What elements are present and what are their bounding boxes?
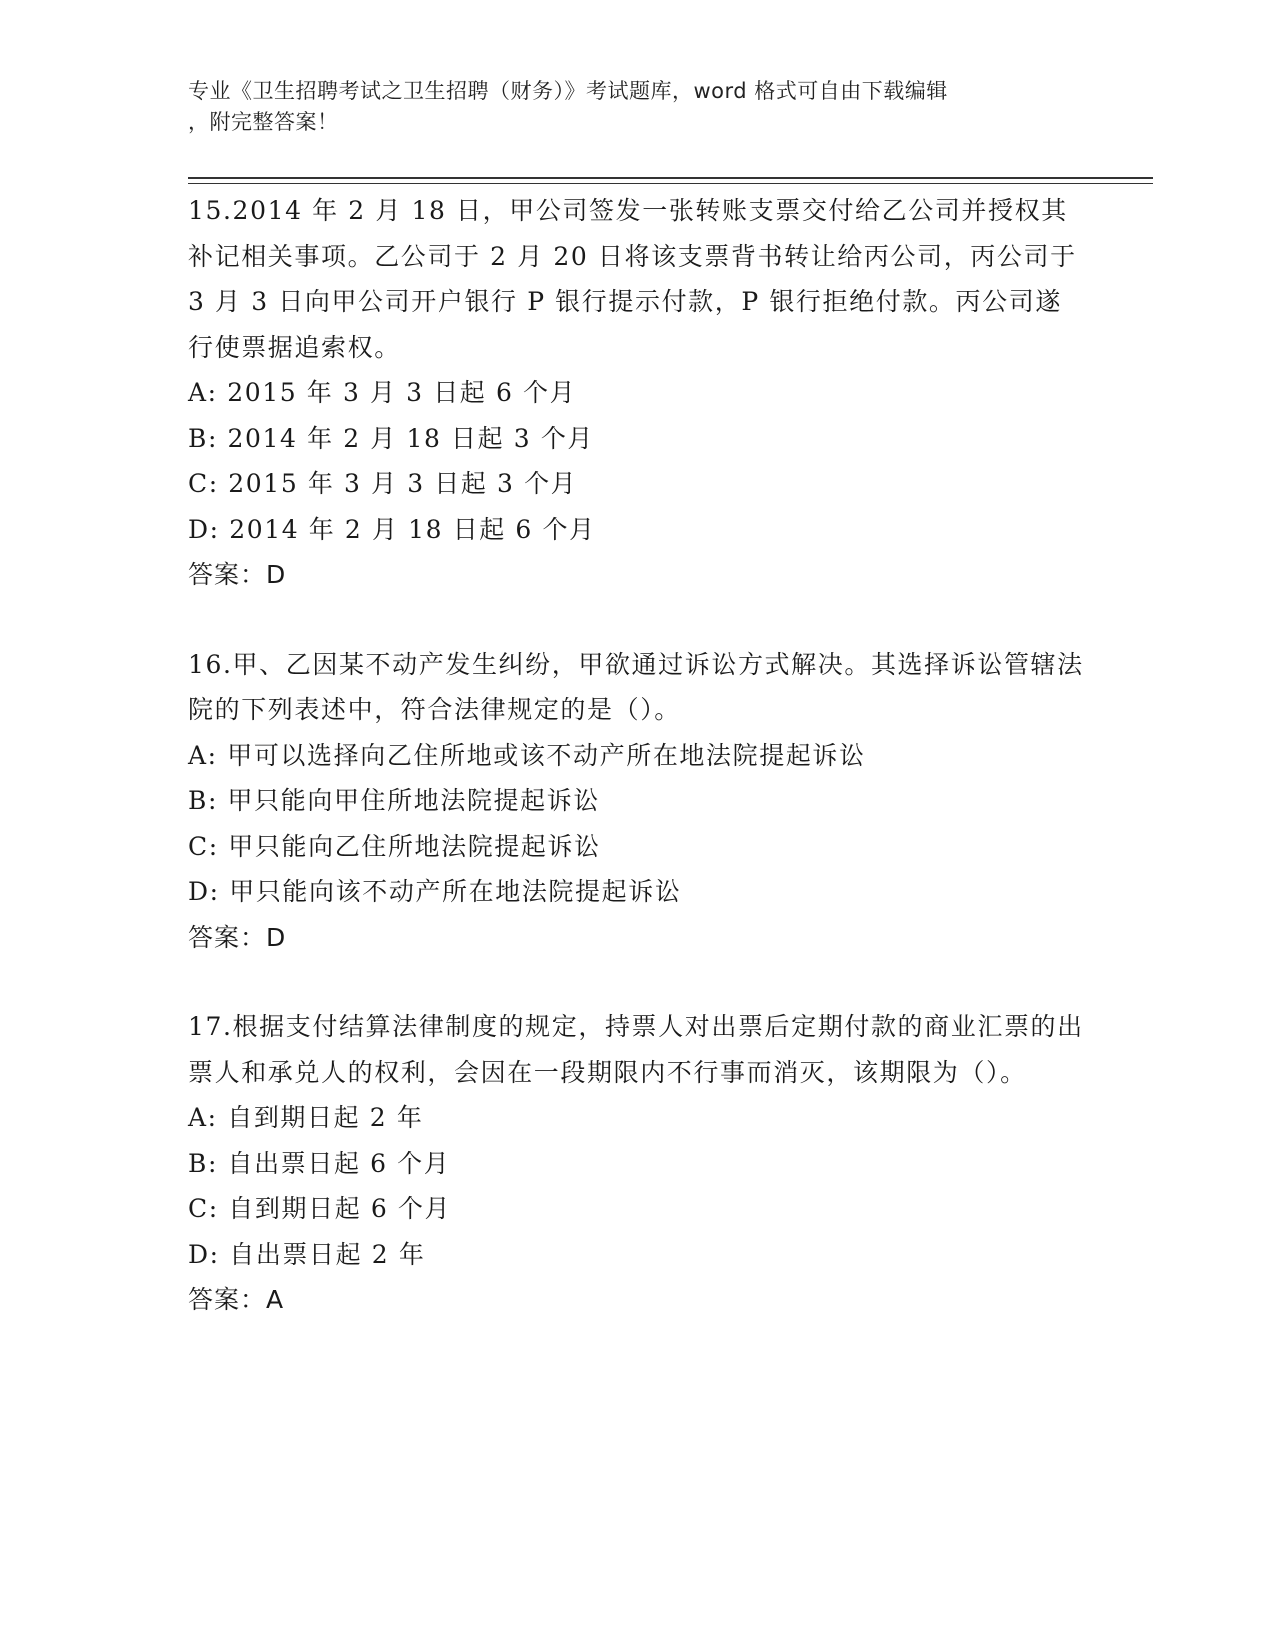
option-d: D: 2014 年 2 月 18 日起 6 个月 [188,514,596,544]
option-a: A: 2015 年 3 月 3 日起 6 个月 [188,378,577,407]
answer-label: 答案：D [188,922,287,952]
header-text-line1: 专业《卫生招聘考试之卫生招聘（财务）》考试题库，word 格式可自由下载编辑 [188,79,948,103]
header-divider [188,177,1153,179]
option-a: A: 甲可以选择向乙住所地或该不动产所在地法院提起诉讼 [188,740,866,770]
question-15 [188,188,1088,598]
answer-label: 答案：A [188,1285,285,1314]
option-a: A: 自到期日起 2 年 [188,1103,424,1132]
option-d: D: 甲只能向该不动产所在地法院提起诉讼 [188,877,682,906]
question-list [188,188,1088,1323]
header-text-line2: ，附完整答案！ [188,110,339,134]
option-b: B: 自出票日起 6 个月 [188,1148,451,1178]
page-header [188,76,1068,138]
option-c: C: 自到期日起 6 个月 [188,1194,452,1223]
option-c: C: 2015 年 3 月 3 日起 3 个月 [188,469,578,498]
option-c: C: 甲只能向乙住所地法院提起诉讼 [188,831,601,861]
question-stem: 16.甲、乙因某不动产发生纠纷，甲欲通过诉讼方式解决。其选择诉讼管辖法院的下列表述中，符合法律规定的是（）。 [188,649,1084,724]
question-17 [188,1004,1088,1323]
question-16 [188,642,1088,961]
option-d: D: 自出票日起 2 年 [188,1239,426,1269]
answer-label: 答案：D [188,560,287,589]
header-divider-thin [188,183,1153,184]
question-stem: 15.2014 年 2 月 18 日，甲公司签发一张转账支票交付给乙公司并授权其补记相关事项。乙公司于 2 月 20 日将该支票背书转让给丙公司，丙公司于 3 月 3 日向甲公司开户银行 P 银行提示付款，P 银行拒绝付款。丙公司遂行使票据追索权。 [188,196,1077,362]
option-b: B: 2014 年 2 月 18 日起 3 个月 [188,423,595,453]
option-b: B: 甲只能向甲住所地法院提起诉讼 [188,786,600,815]
question-stem: 17.根据支付结算法律制度的规定，持票人对出票后定期付款的商业汇票的出票人和承兑人的权利，会因在一段期限内不行事而消灭，该期限为（）。 [188,1012,1084,1087]
